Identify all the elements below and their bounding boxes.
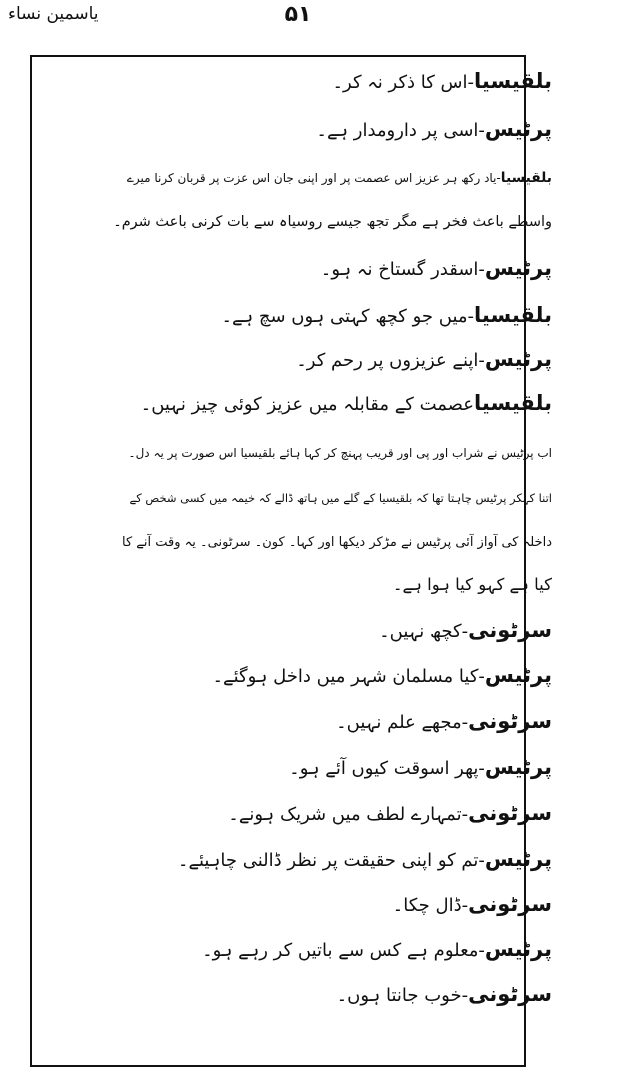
dialogue-line [321,255,552,283]
book-title: یاسمین نساء [8,4,99,24]
line-text: واسطے باعث فخر ہے مگر تجھ جیسے روسیاہ سے بات کرنی باعث شرم۔ [113,214,552,230]
line-text: -خوب جانتا ہوں۔ [336,985,469,1006]
speaker-name: سرٹونی [468,892,552,916]
dialogue-line [337,981,552,1009]
speaker-name: پرٹیس [484,347,552,371]
line-text: کیا ہے کہو کیا ہوا ہے۔ [392,575,552,594]
dialogue-line [221,302,552,330]
speaker-name: پرٹیس [484,937,552,961]
speaker-name: بلقیسیا [474,391,552,415]
line-text: -میں جو کچھ کہتی ہوں سچ ہے۔ [221,306,475,327]
dialogue-line [228,800,552,828]
dialogue-line [316,116,552,144]
line-text: -کیا مسلمان شہر میں داخل ہوگئے۔ [212,666,485,687]
dialogue-line [379,617,552,645]
line-text: داخلہ کی آواز آئی پرٹیس نے مڑکر دیکھا اور کہا۔ کون۔ سرٹونی۔ یہ وقت آنے کا [122,535,552,550]
line-text: عصمت کے مقابلہ میں عزیز کوئی چیز نہیں۔ [140,394,475,415]
line-text: -اسی پر دارومدار ہے۔ [316,120,485,141]
dialogue-line [296,346,552,374]
line-text: -یاد رکھ ہر عزیز اس عصمت پر اور اپنی جان اس عزت پر قربان کرنا میرے [126,171,501,185]
line-text: -کچھ نہیں۔ [379,621,469,642]
line-text: اب پرٹیس نے شراب اور پی اور قریب پہنچ کر کہا ہائے بلقیسیا اس صورت پر یہ دل۔ [128,446,552,460]
dialogue-line [393,570,552,598]
speaker-name: سرٹونی [468,801,552,825]
speaker-name: بلقیسیا [500,170,552,186]
dialogue-line [141,390,552,418]
line-text: -پھر اسوقت کیوں آئے ہو۔ [289,758,485,779]
speaker-name: بلقیسیا [474,69,552,93]
speaker-name: پرٹیس [484,847,552,871]
line-text: -اپنے عزیزوں پر رحم کر۔ [296,350,485,371]
dialogue-line [122,528,552,556]
dialogue-line [393,891,552,919]
dialogue-line [127,165,552,191]
speaker-name: سرٹونی [468,709,552,733]
dialogue-line [336,708,552,736]
line-text: -معلوم ہے کس سے باتیں کر رہے ہو۔ [202,940,485,961]
speaker-name: بلقیسیا [474,303,552,327]
dialogue-line [332,68,552,96]
dialogue-line [129,485,552,512]
line-text: -ڈال چکا۔ [392,895,469,916]
dialogue-line [289,754,552,782]
speaker-name: سرٹونی [468,618,552,642]
line-text: -تمہارے لطف میں شریک ہونے۔ [228,804,469,825]
dialogue-line [212,662,552,690]
speaker-name: سرٹونی [468,982,552,1006]
dialogue-line [178,846,552,874]
line-text: اتنا کہکر پرٹیس چاہتا تھا کہ بلقیسیا کے گلے میں ہاتھ ڈالے کہ خیمہ میں کسی شخص کے [129,491,552,505]
line-text: -اس کا ذکر نہ کر۔ [332,72,475,93]
speaker-name: پرٹیس [484,256,552,280]
speaker-name: پرٹیس [484,755,552,779]
speaker-name: پرٹیس [484,663,552,687]
line-text: -مجھے علم نہیں۔ [336,712,469,733]
dialogue-line [129,440,552,466]
line-text: -اسقدر گستاخ نہ ہو۔ [320,259,485,280]
dialogue-line [202,936,552,964]
dialogue-line [113,208,552,235]
page-number: ۵۱ [284,2,312,27]
speaker-name: پرٹیس [484,117,552,141]
line-text: -تم کو اپنی حقیقت پر نظر ڈالنی چاہیئے۔ [177,850,485,871]
